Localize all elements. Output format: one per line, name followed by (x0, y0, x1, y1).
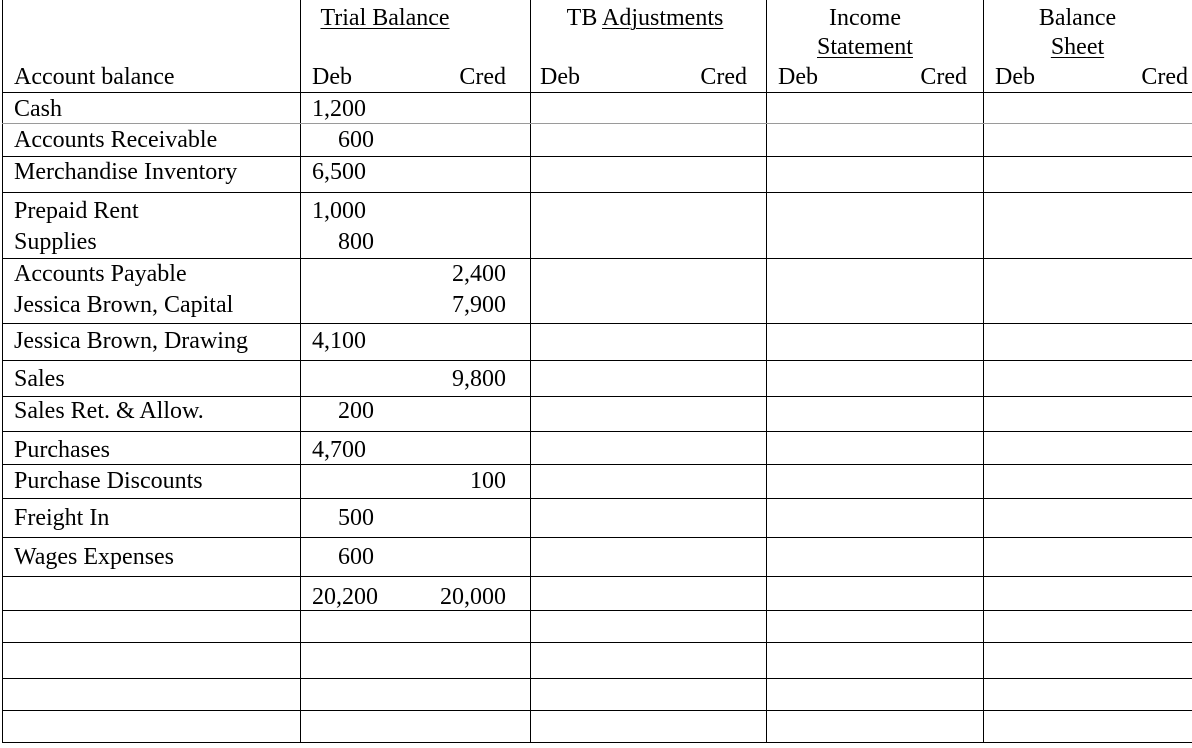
grid-line (2, 431, 1192, 432)
account-name: Supplies (14, 229, 97, 255)
grid-line (2, 610, 1192, 611)
grid-line (983, 0, 984, 742)
debit-amount: 500 (338, 505, 374, 531)
header-tb-credit: Cred (459, 64, 506, 90)
header-tb-prefix: TB (566, 5, 602, 31)
header-is-credit: Cred (920, 64, 967, 90)
header-income-line2: Statement (817, 34, 913, 60)
grid-line (2, 537, 1192, 538)
grid-line (2, 742, 1192, 743)
grid-line (2, 464, 1192, 465)
total-debit: 20,200 (312, 584, 378, 610)
account-name: Jessica Brown, Capital (14, 292, 234, 318)
account-name: Jessica Brown, Drawing (14, 328, 248, 354)
credit-amount: 9,800 (452, 366, 506, 392)
header-bs-debit: Deb (995, 64, 1035, 90)
account-name: Purchases (14, 437, 110, 463)
debit-amount: 1,200 (312, 96, 366, 122)
account-name: Accounts Payable (14, 261, 187, 287)
header-balance-line1: Balance (1038, 5, 1117, 31)
header-account-balance: Account balance (14, 64, 175, 90)
grid-line (2, 498, 1192, 499)
grid-line (2, 0, 3, 742)
debit-amount: 6,500 (312, 159, 366, 185)
debit-amount: 200 (338, 398, 374, 424)
debit-amount: 800 (338, 229, 374, 255)
debit-amount: 600 (338, 127, 374, 153)
header-adjustments: Adjustments (602, 5, 724, 31)
grid-line (530, 0, 531, 742)
grid-line (2, 323, 1192, 324)
account-name: Sales (14, 366, 65, 392)
credit-amount: 100 (470, 468, 506, 494)
debit-amount: 4,100 (312, 328, 366, 354)
grid-line (2, 92, 1192, 93)
grid-line (2, 678, 1192, 679)
debit-amount: 600 (338, 544, 374, 570)
credit-amount: 7,900 (452, 292, 506, 318)
account-name: Accounts Receivable (14, 127, 218, 153)
total-credit: 20,000 (440, 584, 506, 610)
grid-line (2, 156, 1192, 157)
header-is-debit: Deb (778, 64, 818, 90)
header-balance-line2: Sheet (1050, 34, 1105, 60)
account-name: Purchase Discounts (14, 468, 203, 494)
grid-line (766, 0, 767, 742)
header-tb-debit: Deb (312, 64, 352, 90)
account-name: Freight In (14, 505, 110, 531)
grid-line (2, 123, 1192, 124)
account-name: Merchandise Inventory (14, 159, 238, 185)
grid-line (300, 0, 301, 742)
header-adj-debit: Deb (540, 64, 580, 90)
account-name: Prepaid Rent (14, 198, 139, 224)
header-income-line1: Income (829, 5, 901, 31)
grid-line (2, 360, 1192, 361)
grid-line (2, 642, 1192, 643)
header-adj-credit: Cred (700, 64, 747, 90)
header-tb-adjustments (540, 4, 750, 32)
grid-line (2, 710, 1192, 711)
debit-amount: 1,000 (312, 198, 366, 224)
header-bs-credit: Cred (1141, 64, 1188, 90)
grid-line (2, 576, 1192, 577)
account-name: Cash (14, 96, 62, 122)
account-name: Sales Ret. & Allow. (14, 398, 204, 424)
account-name: Wages Expenses (14, 544, 175, 570)
grid-line (2, 258, 1192, 259)
grid-line (2, 192, 1192, 193)
credit-amount: 2,400 (452, 261, 506, 287)
debit-amount: 4,700 (312, 437, 366, 463)
header-trial-balance: Trial Balance (320, 5, 450, 31)
